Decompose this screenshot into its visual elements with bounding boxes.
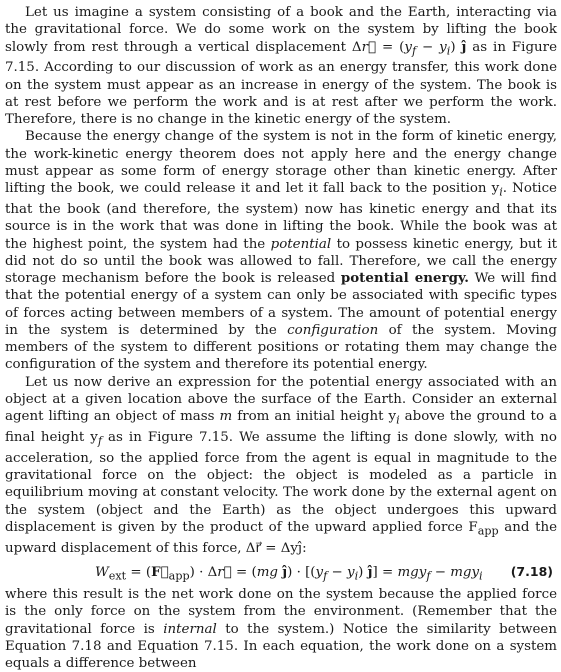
equation-7-18 <box>5 560 557 584</box>
paragraph-2: Because the energy change of the system is not in the form of kinetic energy, the work-kinetic energy theorem does not apply here and the energy change must appear as some form of energy storage other than kinetic energy. After lifting the book, we could release it and let it fall back to the position $y_i$. Notice that the book (and therefore, the system) now has kinetic energy and that its source is in the work that was done in lifting the book. While the book was at the highest point, the system had the potential to possess kinetic energy, but it did not do so until the book was allowed to fall. Therefore, we call the energy storage mechanism before the book is released potential energy. We will find that the potential energy of a system can only be associated with specific types of forces acting between members of a system. The amount of potential energy in the system is determined by the configuration of the system. Moving members of the system to different positions or rotating them may change the configuration of the system and therefore its potential energy. <box>5 129 557 373</box>
paragraph-3: Let us now derive an expression for the potential energy associated with an object at a given location above the surface of the Earth. Consider an external agent lifting an object of mass m from an initial height $y_i$ above the ground to a final height $y_f$ as in Figure 7.15. We assume the lifting is done slowly, with no acceleration, so the applied force from the agent is equal in magnitude to the gravitational force on the object: the object is modeled as a particle in equilibrium moving at constant velocity. The work done by the external agent on the system (object and the Earth) as the object undergoes this upward displacement is given by the product of the upward applied force $F_{app}$ and the upward displacement of this force, Δr⃗ = Δyĵ: <box>5 374 558 556</box>
equation-body: $W_{ext}$ = $(F⃗_{app})$ · Δr⃗ = (mg ĵ) · [$(y_f - y_i)$ ĵ] = mgy$_f$ − mgy$_i$ <box>95 564 483 583</box>
term-potential-energy: potential energy. <box>340 270 469 287</box>
paragraph-1: Let us imagine a system consisting of a book and the Earth, interacting via the gravitational force. We do some work on the system by lifting the book slowly from rest through a vertical displacement Δr⃗ = $(y_f - y_i)$ ĵ as in Figure 7.15. According to our discussion of work as an energy transfer, this work done on the system must appear as an increase in energy of the system. The book is at rest before we perform the work and is at rest after we perform the work. Therefore, there is no change in the kinetic energy of the system. <box>5 5 557 128</box>
paragraph-4: where this result is the net work done on the system because the applied force is the only force on the system from the environment. (Remember that the gravitational force is internal to the system.) Notice the similarity between Equation 7.18 and Equation 7.15. In each equation, the work done on a system equals a difference between <box>5 587 557 672</box>
equation-number: (7.18) <box>510 564 553 580</box>
